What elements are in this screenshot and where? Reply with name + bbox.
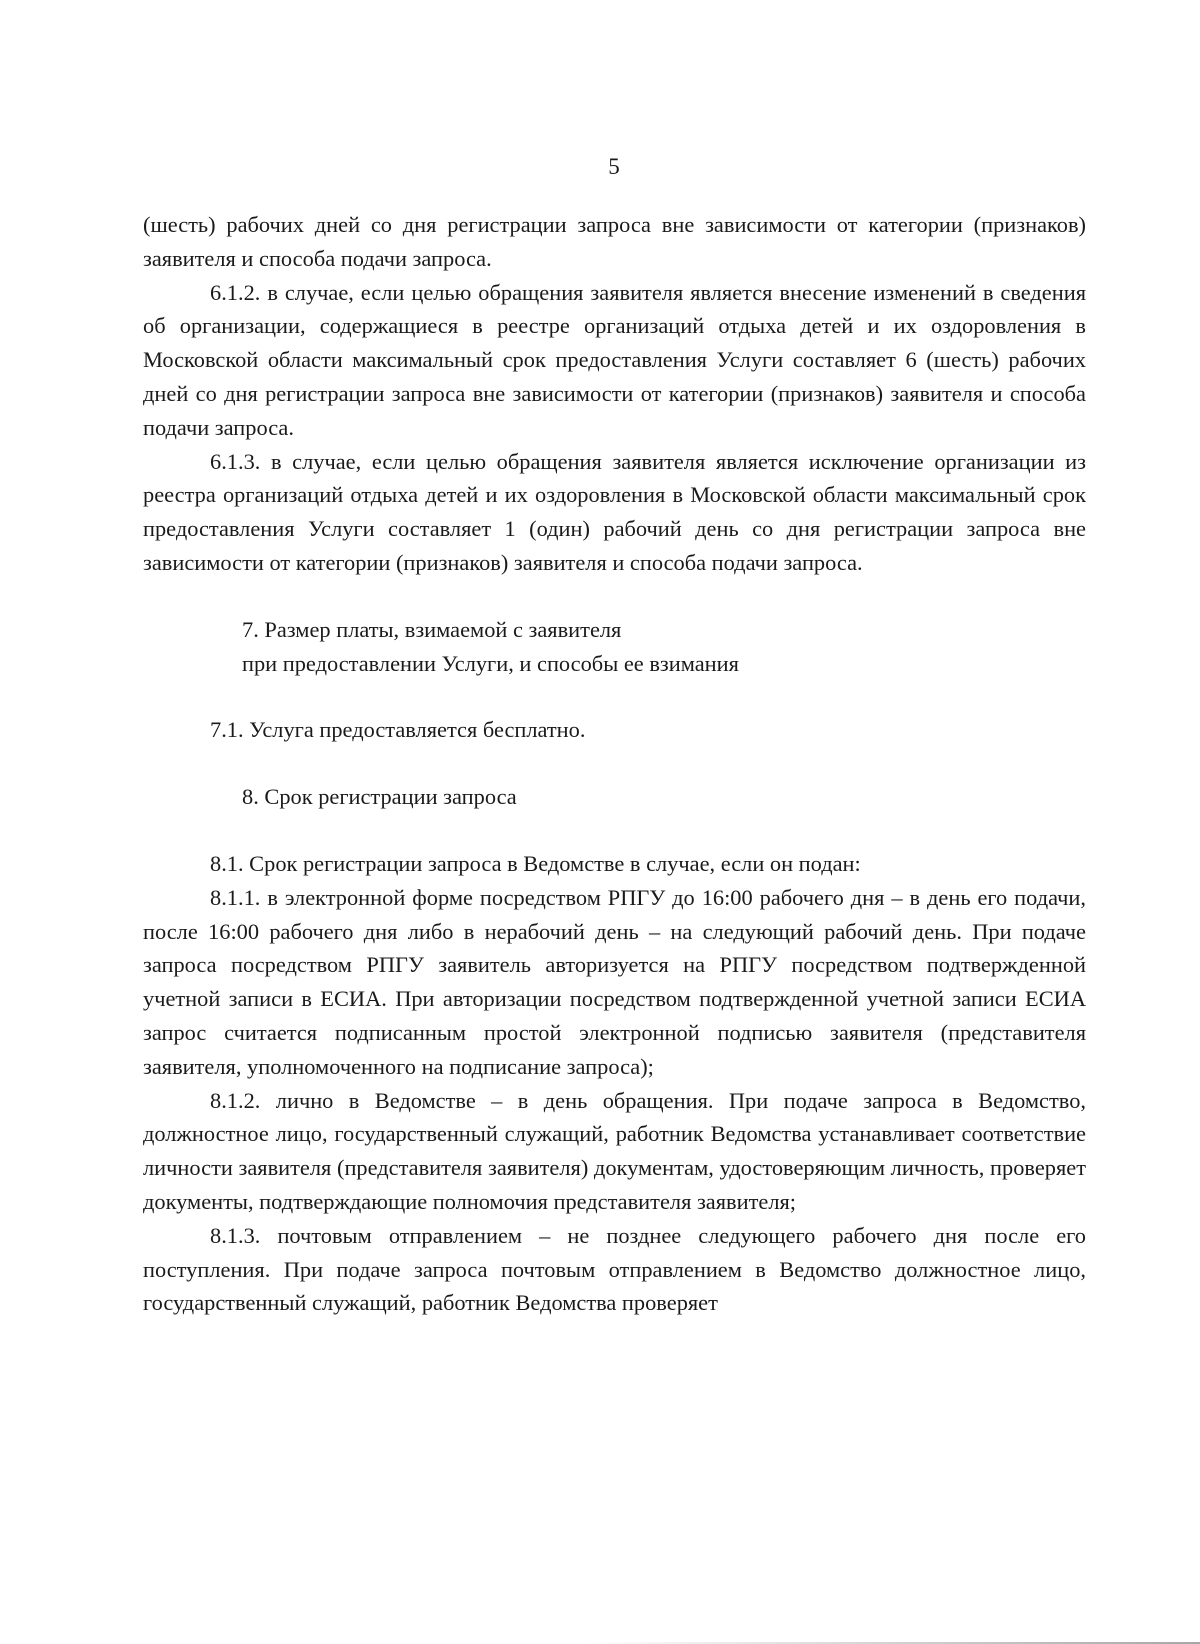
paragraph-6-1-2: 6.1.2. в случае, если целью обращения заявителя является внесение изменений в сведения об организации, содержащиеся в реестре организаций отдыха детей и их оздоровления в Московской области максимальный срок предоставления Услуги составляет 6 (шесть) рабочих дней со дня регистрации запроса вне зависимости от категории (признаков) заявителя и способа подачи запроса. — [143, 279, 1086, 440]
section-8-heading — [143, 780, 1086, 814]
paragraph-8-1-3: 8.1.3. почтовым отправлением – не позднее следующего рабочего дня после его поступления. При подаче запроса почтовым отправлением в Ведомство должностное лицо, государственный служащий, работник Ведомства проверяет — [143, 1222, 1086, 1316]
section-7-title-line-2: при предоставлении Услуги, и способы ее взимания — [242, 650, 739, 676]
paragraph-8-1: 8.1. Срок регистрации запроса в Ведомстве в случае, если он подан: — [210, 850, 861, 876]
document-body — [143, 208, 1086, 1320]
paragraph-8-1-1: 8.1.1. в электронной форме посредством РПГУ до 16:00 рабочего дня – в день его подачи, после 16:00 рабочего дня либо в нерабочий день – на следующий рабочий день. При подаче запроса посредством РПГУ заявитель авторизуется на РПГУ посредством подтвержденной учетной записи в ЕСИА. При авторизации посредством подтвержденной учетной записи ЕСИА запрос считается подписанным простой электронной подписью заявителя (представителя заявителя, уполномоченного на подписание запроса); — [143, 884, 1086, 1079]
page-number: 5 — [608, 154, 620, 179]
paragraph-6-1-3: 6.1.3. в случае, если целью обращения заявителя является исключение организации из реестра организаций отдыха детей и их оздоровления в Московской области максимальный срок предоставления Услуги составляет 1 (один) рабочий день со дня регистрации запроса вне зависимости от категории (признаков) заявителя и способа подачи запроса. — [143, 448, 1086, 575]
section-7-title-line-1: 7. Размер платы, взимаемой с заявителя — [242, 616, 622, 642]
section-7-heading — [143, 613, 1086, 681]
paragraph-8-1-2: 8.1.2. лично в Ведомстве – в день обращения. При подаче запроса в Ведомство, должностное лицо, государственный служащий, работник Ведомства устанавливает соответствие личности заявителя (представителя заявителя) документам, удостоверяющим личность, проверяет документы, подтверждающие полномочия представителя заявителя; — [143, 1087, 1086, 1214]
section-8-title: 8. Срок регистрации запроса — [242, 784, 517, 810]
paragraph-continuation: (шесть) рабочих дней со дня регистрации запроса вне зависимости от категории (признаков) заявителя и способа подачи запроса. — [143, 212, 1086, 271]
paragraph-7-1: 7.1. Услуга предоставляется бесплатно. — [210, 717, 586, 743]
